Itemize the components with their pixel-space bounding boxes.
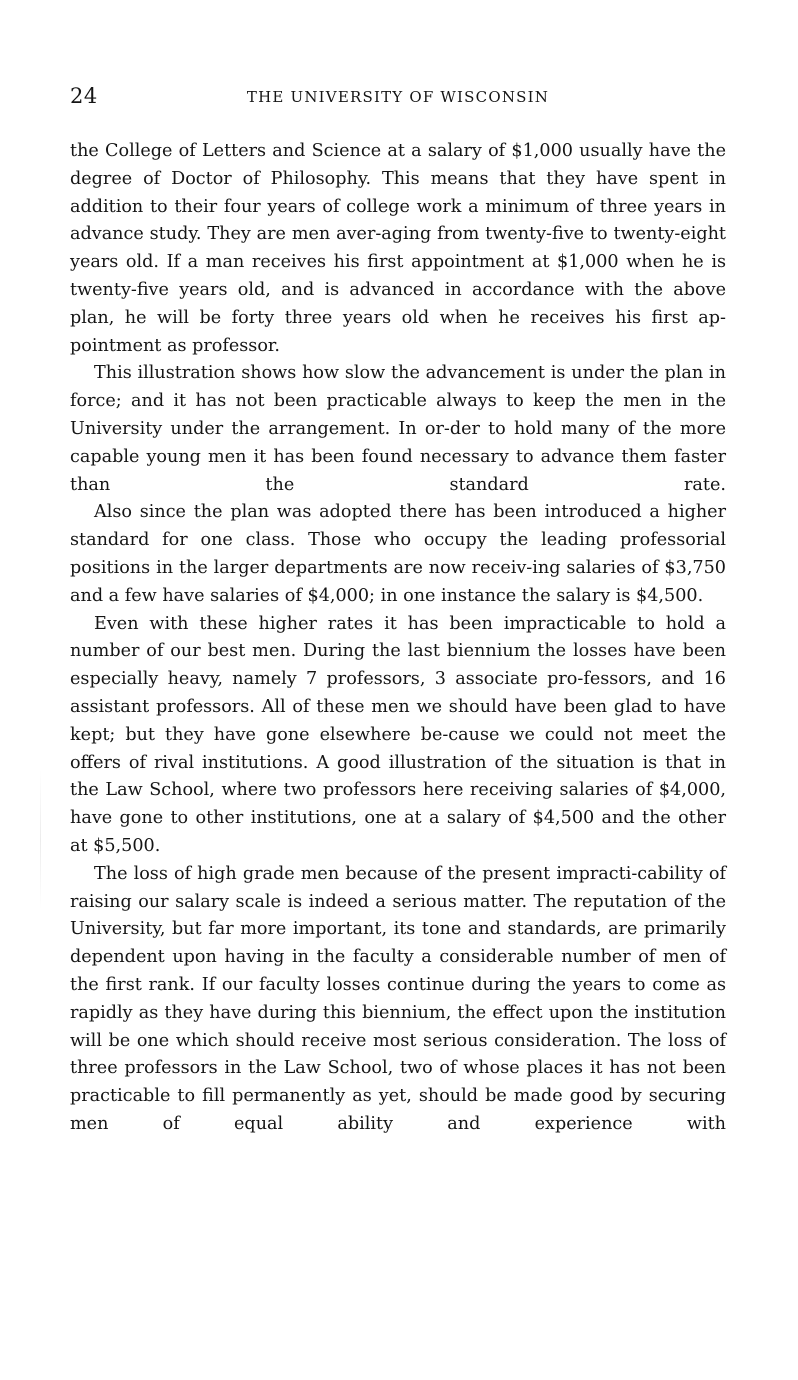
running-header — [70, 84, 726, 112]
scan-mark — [40, 770, 41, 910]
paragraph-1: the College of Letters and Science at a salary of $1,000 usually have the degree of Doctor of Philosophy. This means that they have spent in addition to their four years of college work a minimum of three years in advance study. They are men aver-aging from twenty-five to twenty-eight years old. If a man receives his first appointment at $1,000 when he is twenty-five years old, and is advanced in accordance with the above plan, he will be forty three years old when he receives his first ap-pointment as professor. — [70, 141, 726, 356]
paragraph-2: This illustration shows how slow the advancement is under the plan in force; and it has not been practicable always to keep the men in the University under the arrangement. In or-der to hold many of the more capable young men it has been found necessary to advance them faster than the standard rate. — [70, 363, 726, 495]
page-number: 24 — [70, 84, 98, 108]
paragraph-3: Also since the plan was adopted there has been introduced a higher standard for one class. Those who occupy the leading professorial positions in the larger departments are now receiv-ing salaries of $3,750 and a few have salaries of $4,000; in one instance the salary is $4,500. — [70, 502, 726, 606]
paragraph-5: The loss of high grade men because of the present impracti-cability of raising our salary scale is indeed a serious matter. The reputation of the University, but far more important, its tone and standards, are primarily dependent upon having in the faculty a considerable number of men of the first rank. If our faculty losses continue during the years to come as rapidly as they have during this biennium, the effect upon the institution will be one which should receive most serious consideration. The loss of three professors in the Law School, two of whose places it has not been practicable to fill permanently as yet, should be made good by securing men of equal ability and experience with — [70, 863, 726, 1134]
paragraph-4: Even with these higher rates it has been impracticable to hold a number of our best men. During the last biennium the losses have been especially heavy, namely 7 professors, 3 associate pro-fessors, and 16 assistant professors. All of these men we should have been glad to have kept; but they have gone elsewhere be-cause we could not meet the offers of rival institutions. A good illustration of the situation is that in the Law School, where two professors here receiving salaries of $4,000, have gone to other institutions, one at a salary of $4,500 and the other at $5,500. — [70, 613, 726, 856]
body-text — [70, 138, 726, 1139]
page-header-title: THE UNIVERSITY OF WISCONSIN — [246, 88, 550, 106]
